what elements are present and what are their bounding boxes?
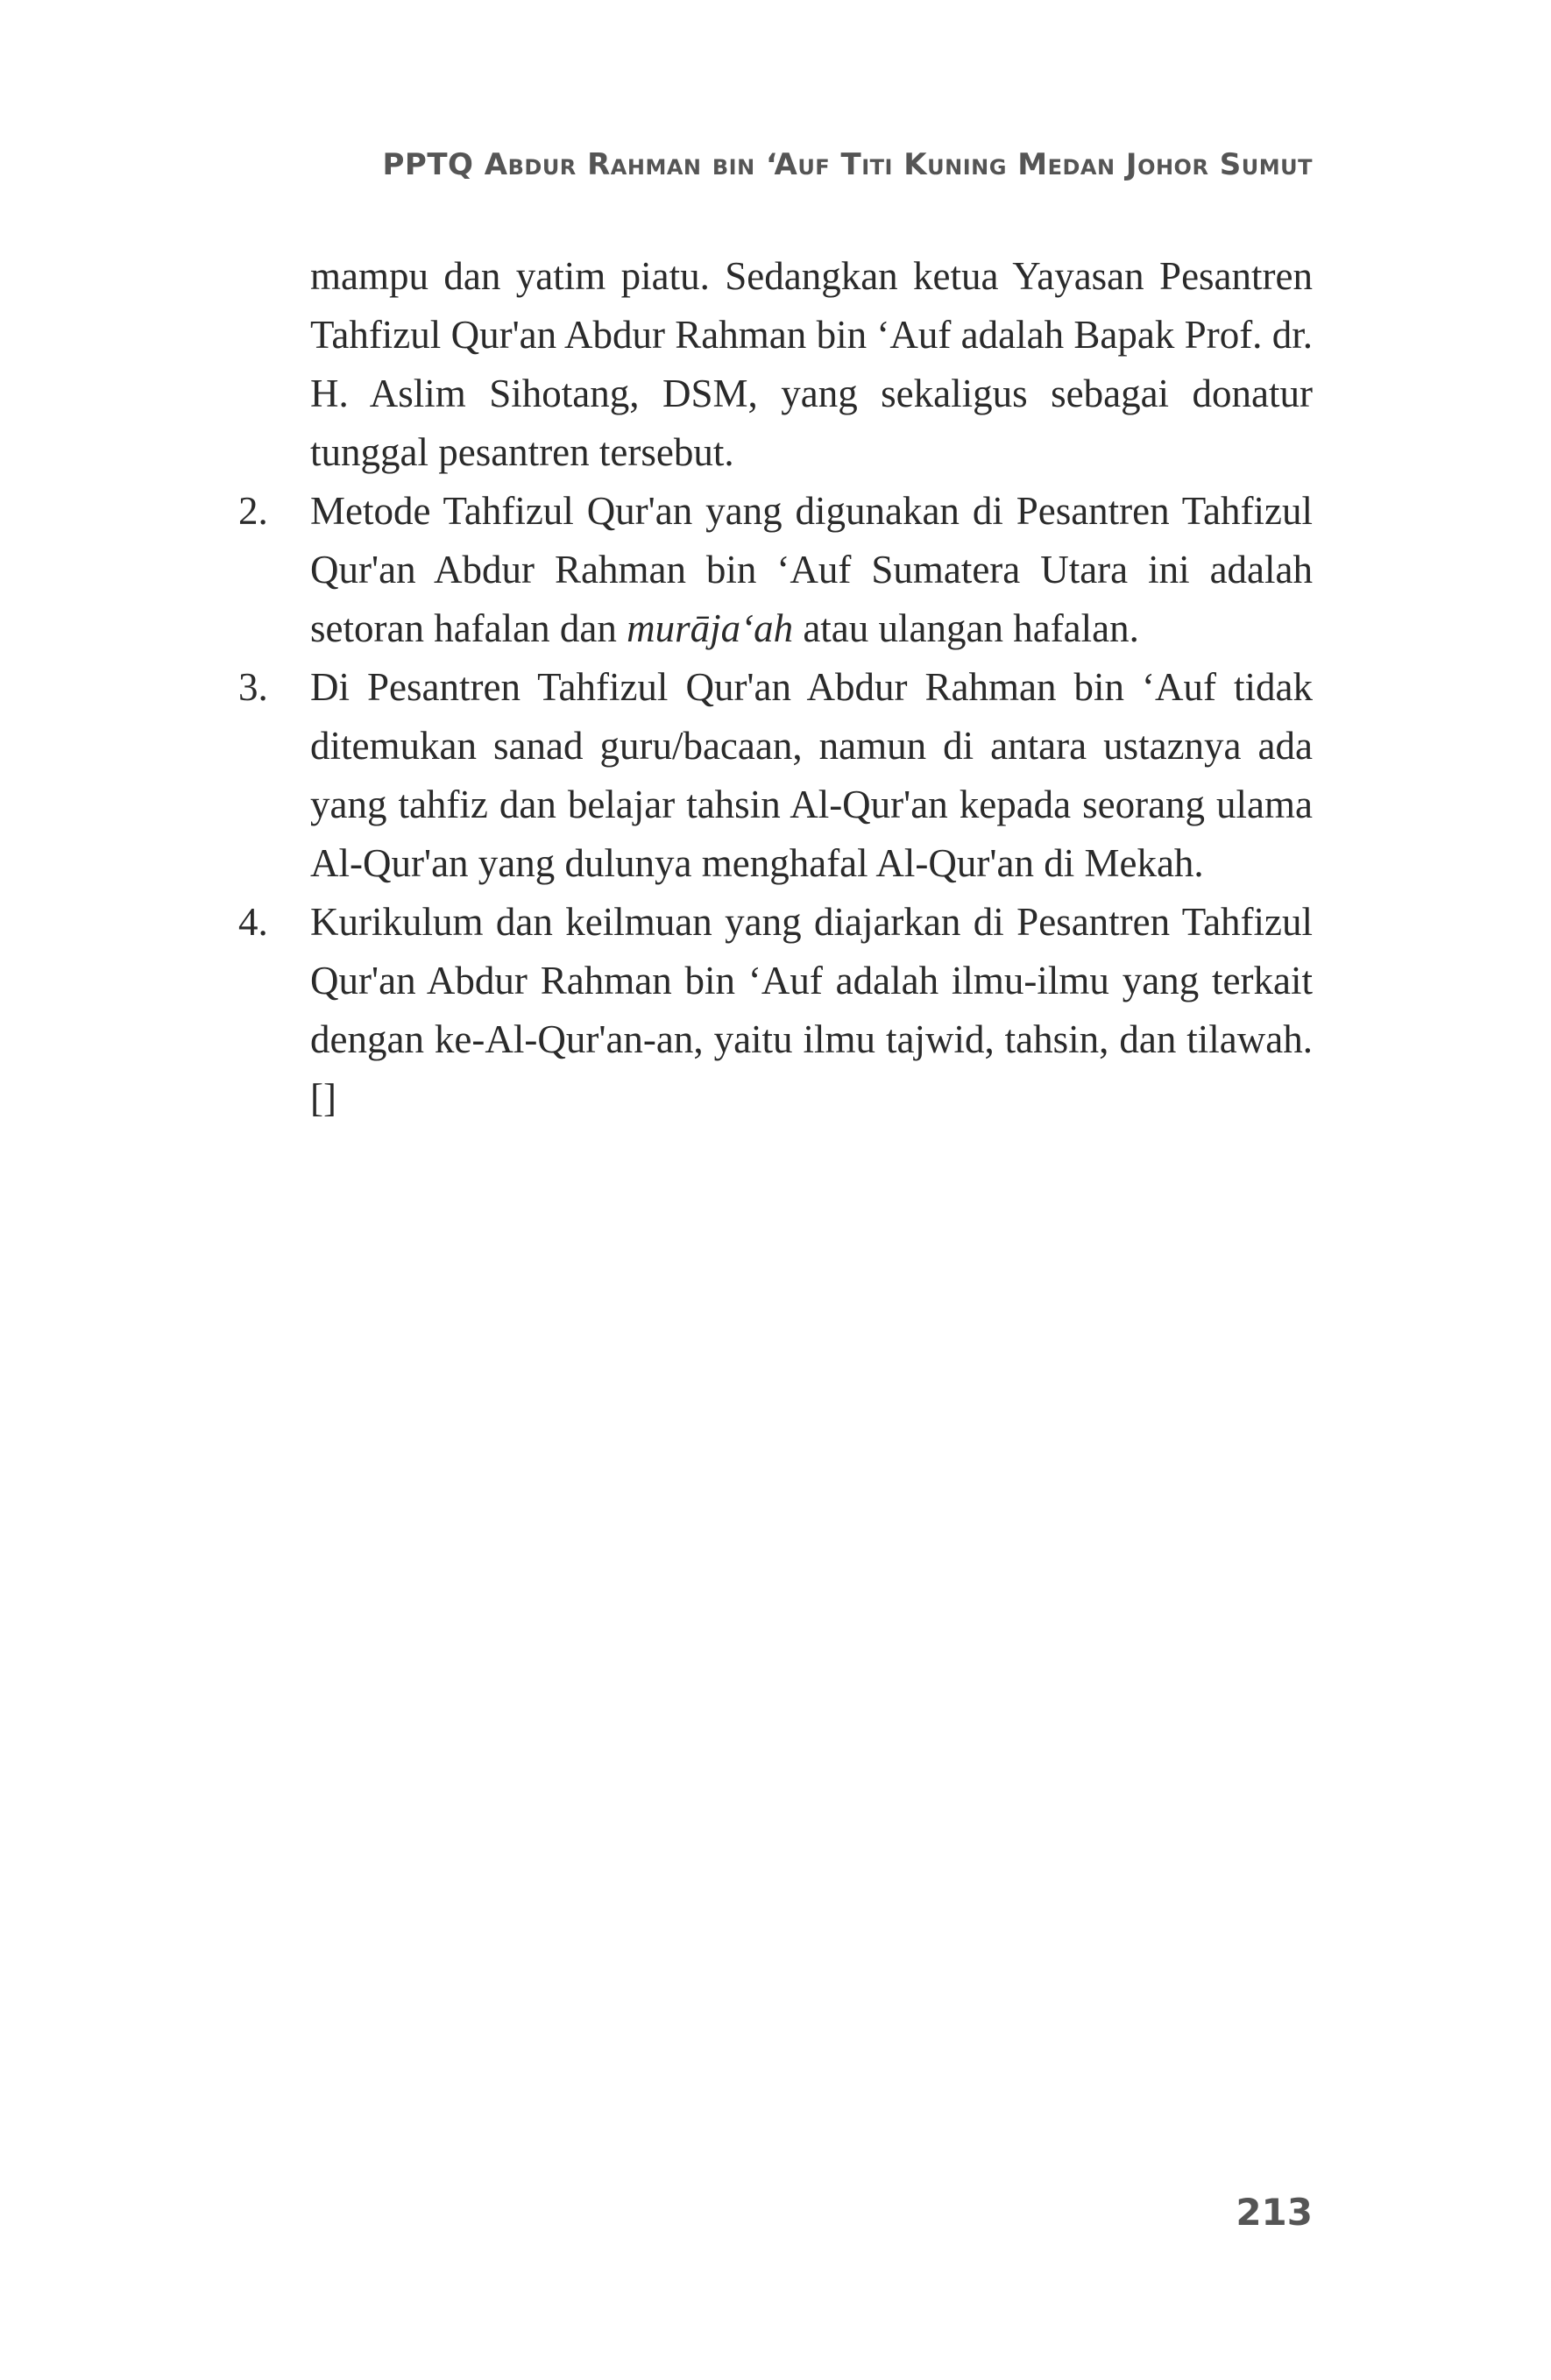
list-item-number: 4. — [238, 900, 268, 944]
findings-list — [238, 482, 1313, 1128]
list-item — [238, 893, 1313, 1128]
list-item-text-end: atau ulangan hafalan. — [793, 606, 1139, 650]
list-item — [238, 658, 1313, 893]
list-item-text: Metode Tahfizul Qur'an yang digunakan di Pesantren Tahfizul Qur'an Abdur Rahman bin ‘Auf Sumatera Utara ini adalah setoran hafalan dan — [310, 489, 1313, 650]
italic-term: murāja‘ah — [627, 606, 794, 650]
page-number: 213 — [1236, 2191, 1313, 2234]
list-item — [238, 482, 1313, 658]
running-header: PPTQ Abdur Rahman bin ‘Auf Titi Kuning Medan Johor Sumut — [382, 147, 1313, 182]
list-item-text: Di Pesantren Tahfizul Qur'an Abdur Rahman bin ‘Auf tidak ditemukan sanad guru/bacaan, namun di antara ustaznya ada yang tahfiz dan belajar tahsin Al-Qur'an kepada seorang ulama Al-Qur'an yang dulunya menghafal Al-Qur'an di Mekah. — [310, 665, 1313, 885]
list-item-text: Kurikulum dan keilmuan yang diajarkan di Pesantren Tahfizul Qur'an Abdur Rahman bin ‘Auf adalah ilmu-ilmu yang terkait dengan ke-Al-Qur'an-an, yaitu ilmu tajwid, tahsin, dan tilawah.[] — [310, 900, 1313, 1120]
continued-paragraph: mampu dan yatim piatu. Sedangkan ketua Yayasan Pesantren Tahfizul Qur'an Abdur Rahman bin ‘Auf adalah Bapak Prof. dr. H. Aslim Sihotang, DSM, yang sekaligus sebagai donatur tunggal pesantren tersebut. — [310, 254, 1313, 474]
body-text — [238, 247, 1313, 1128]
list-item-number: 2. — [238, 489, 268, 533]
list-item-number: 3. — [238, 665, 268, 709]
